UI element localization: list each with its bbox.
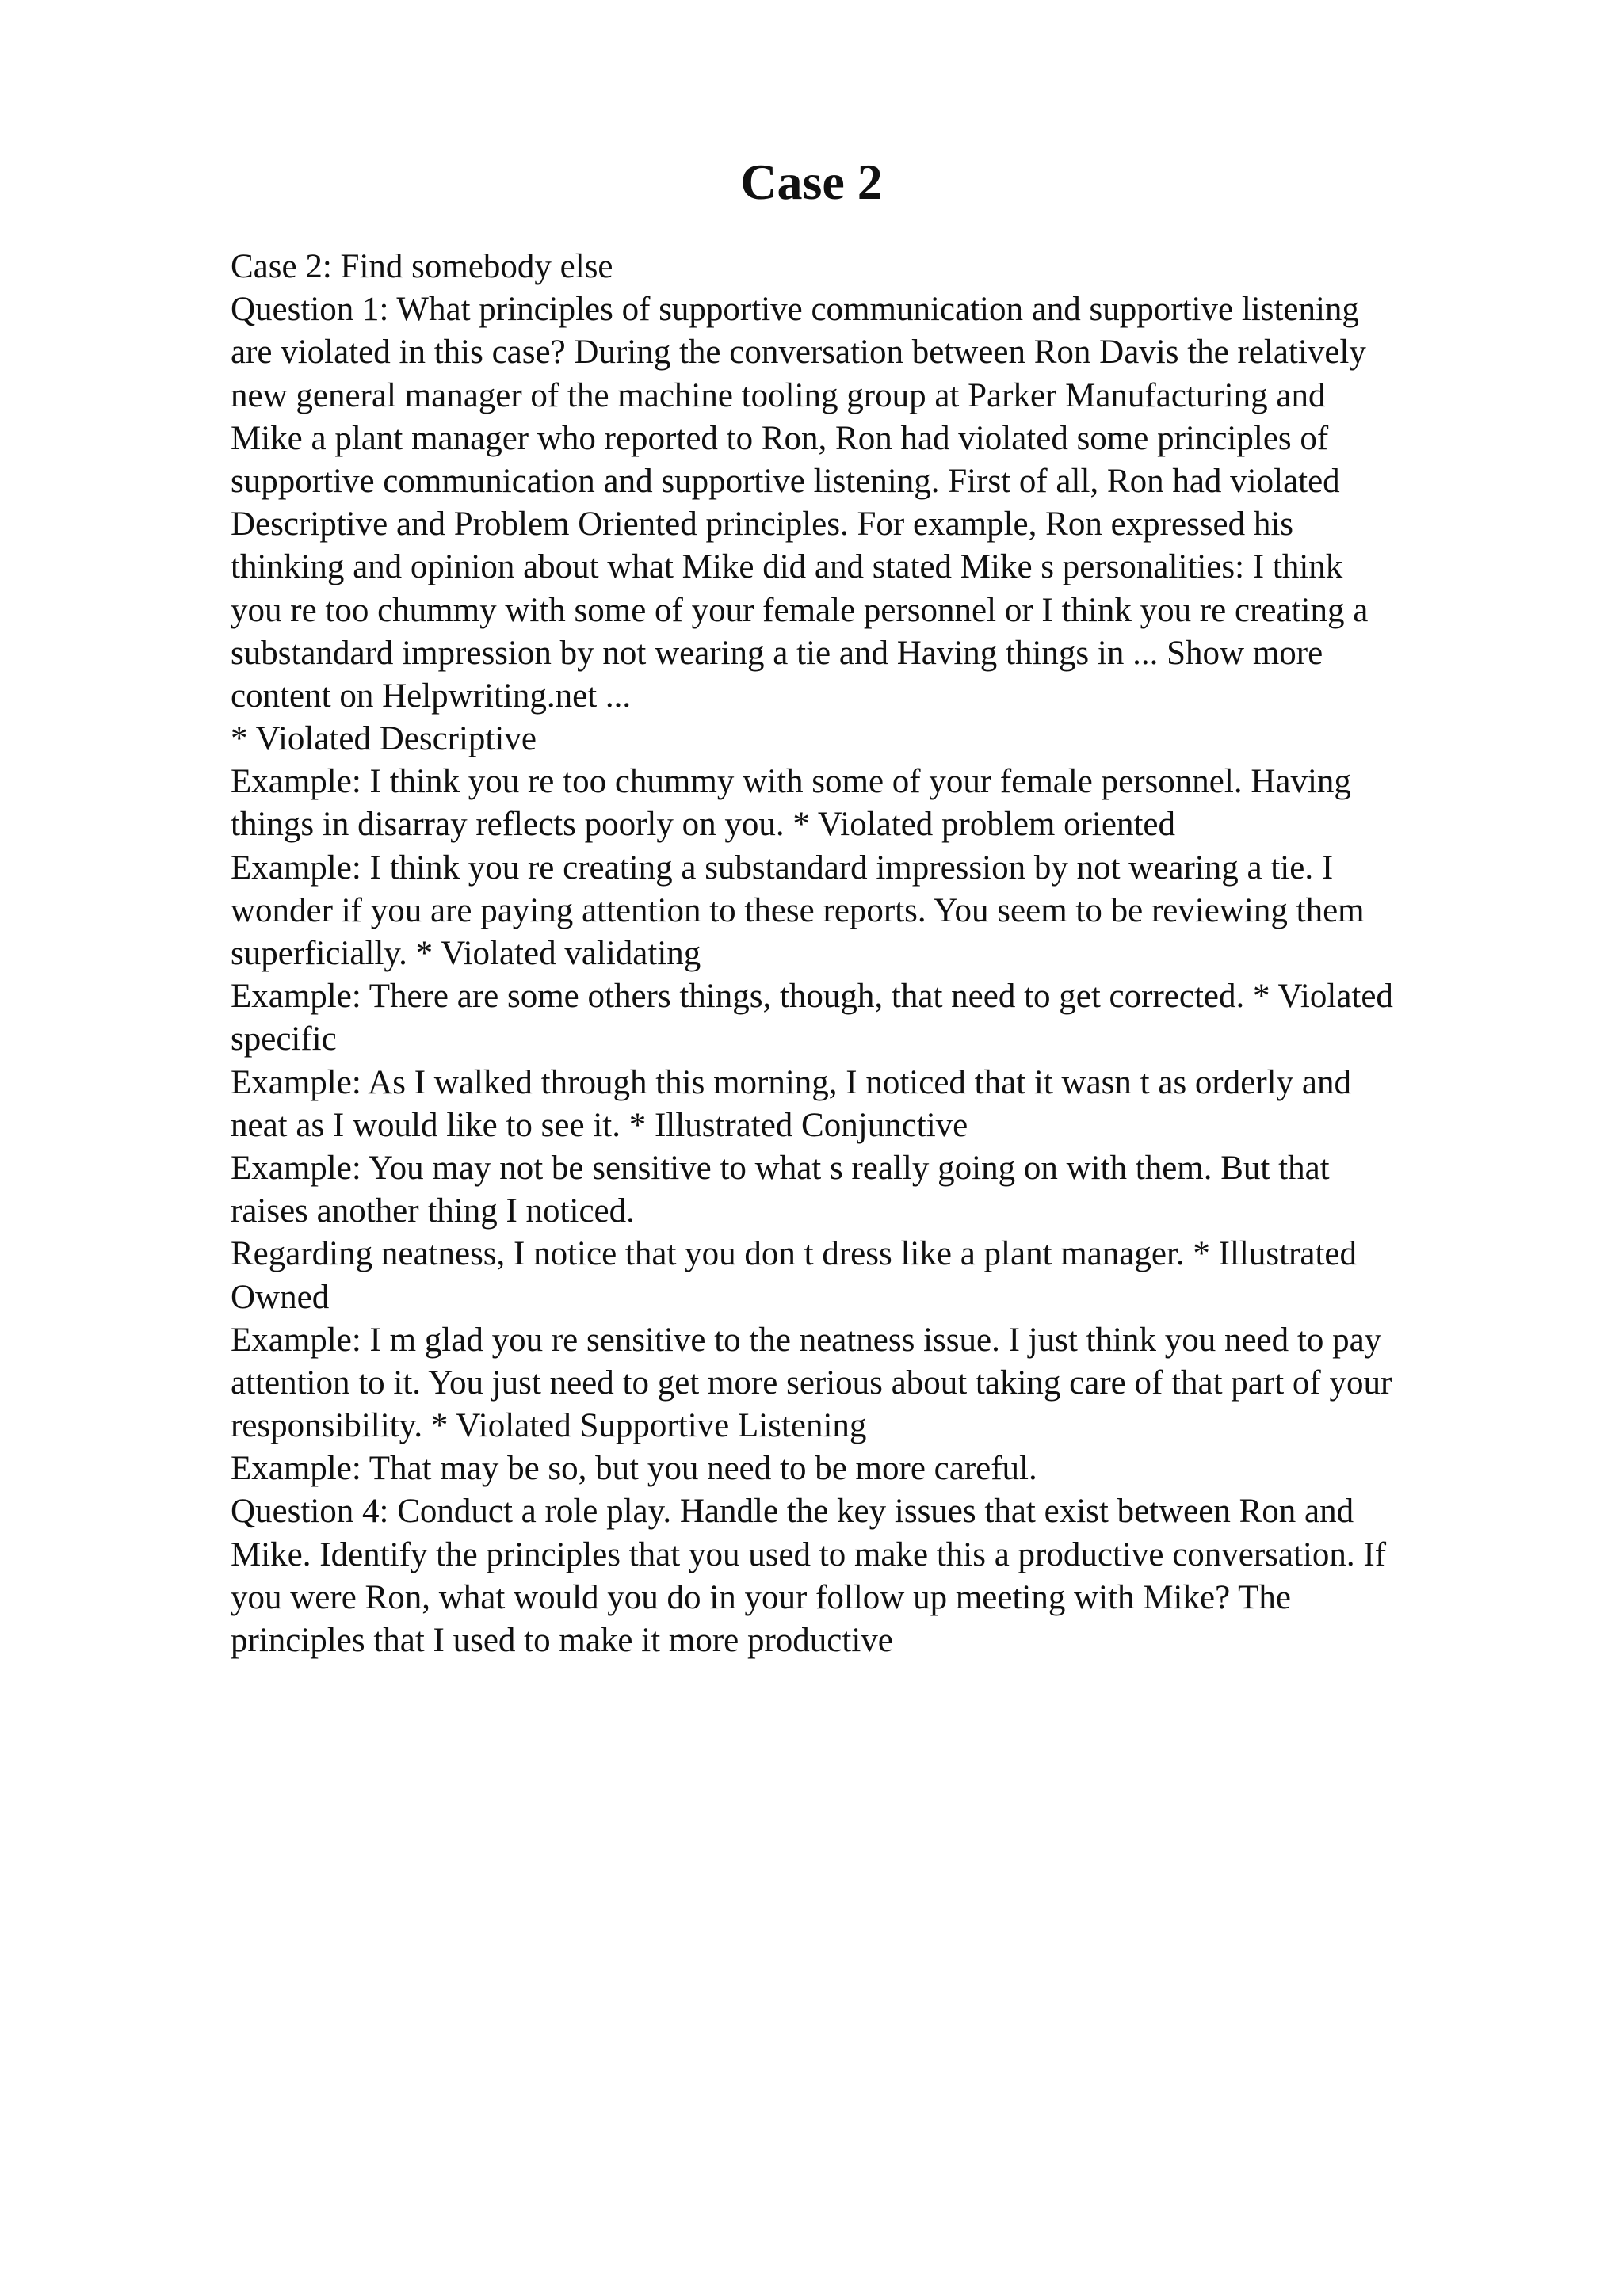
body-line: supportive communication and supportive listening. First of all, Ron had violated bbox=[231, 462, 1340, 500]
body-line: Owned bbox=[231, 1278, 330, 1316]
body-line: Question 4: Conduct a role play. Handle the key issues that exist between Ron and bbox=[231, 1493, 1354, 1531]
body-line: neat as I would like to see it. * Illustrated Conjunctive bbox=[231, 1106, 968, 1144]
document-title: Case 2 bbox=[740, 154, 883, 210]
body-line: Question 1: What principles of supportive communication and supportive listening bbox=[231, 291, 1359, 329]
body-line: specific bbox=[231, 1020, 337, 1058]
body-line: substandard impression by not wearing a tie and Having things in ... Show more bbox=[231, 634, 1323, 672]
body-line: things in disarray reflects poorly on you. * Violated problem oriented bbox=[231, 806, 1175, 844]
body-line: attention to it. You just need to get more serious about taking care of that part of your bbox=[231, 1363, 1392, 1402]
body-line: Mike a plant manager who reported to Ron, Ron had violated some principles of bbox=[231, 419, 1329, 457]
body-line: wonder if you are paying attention to these reports. You seem to be reviewing them bbox=[231, 891, 1365, 929]
body-line: Mike. Identify the principles that you used to make this a productive conversation. If bbox=[231, 1535, 1387, 1573]
body-line: are violated in this case? During the conversation between Ron Davis the relatively bbox=[231, 334, 1366, 372]
body-line: * Violated Descriptive bbox=[231, 720, 537, 758]
body-line: Example: You may not be sensitive to what s really going on with them. But that bbox=[231, 1149, 1330, 1187]
body-line: Example: As I walked through this morning, I noticed that it wasn t as orderly and bbox=[231, 1063, 1351, 1101]
body-line: Example: I think you re too chummy with some of your female personnel. Having bbox=[231, 763, 1351, 801]
body-line: principles that I used to make it more productive bbox=[231, 1622, 893, 1659]
body-line: Example: I m glad you re sensitive to the neatness issue. I just think you need to pay bbox=[231, 1321, 1382, 1359]
body-line: Example: I think you re creating a substandard impression by not wearing a tie. I bbox=[231, 849, 1334, 887]
body-line: Example: There are some others things, though, that need to get corrected. * Violated bbox=[231, 978, 1393, 1016]
body-line: thinking and opinion about what Mike did and stated Mike s personalities: I think bbox=[231, 548, 1343, 586]
body-line: you were Ron, what would you do in your follow up meeting with Mike? The bbox=[231, 1578, 1291, 1616]
body-line: Example: That may be so, but you need to be more careful. bbox=[231, 1450, 1037, 1488]
body-line: Case 2: Find somebody else bbox=[231, 248, 613, 285]
body-line: you re too chummy with some of your female personnel or I think you re creating a bbox=[231, 591, 1369, 629]
body-line: Regarding neatness, I notice that you don t dress like a plant manager. * Illustrated bbox=[231, 1235, 1357, 1273]
body-line: content on Helpwriting.net ... bbox=[231, 677, 632, 715]
body-line: responsibility. * Violated Supportive Listening bbox=[231, 1407, 867, 1445]
body-line: new general manager of the machine tooling group at Parker Manufacturing and bbox=[231, 376, 1326, 414]
body-line: raises another thing I noticed. bbox=[231, 1192, 635, 1230]
body-line: superficially. * Violated validating bbox=[231, 935, 701, 972]
body-line: Descriptive and Problem Oriented principles. For example, Ron expressed his bbox=[231, 505, 1294, 543]
document-body bbox=[231, 246, 1530, 1662]
